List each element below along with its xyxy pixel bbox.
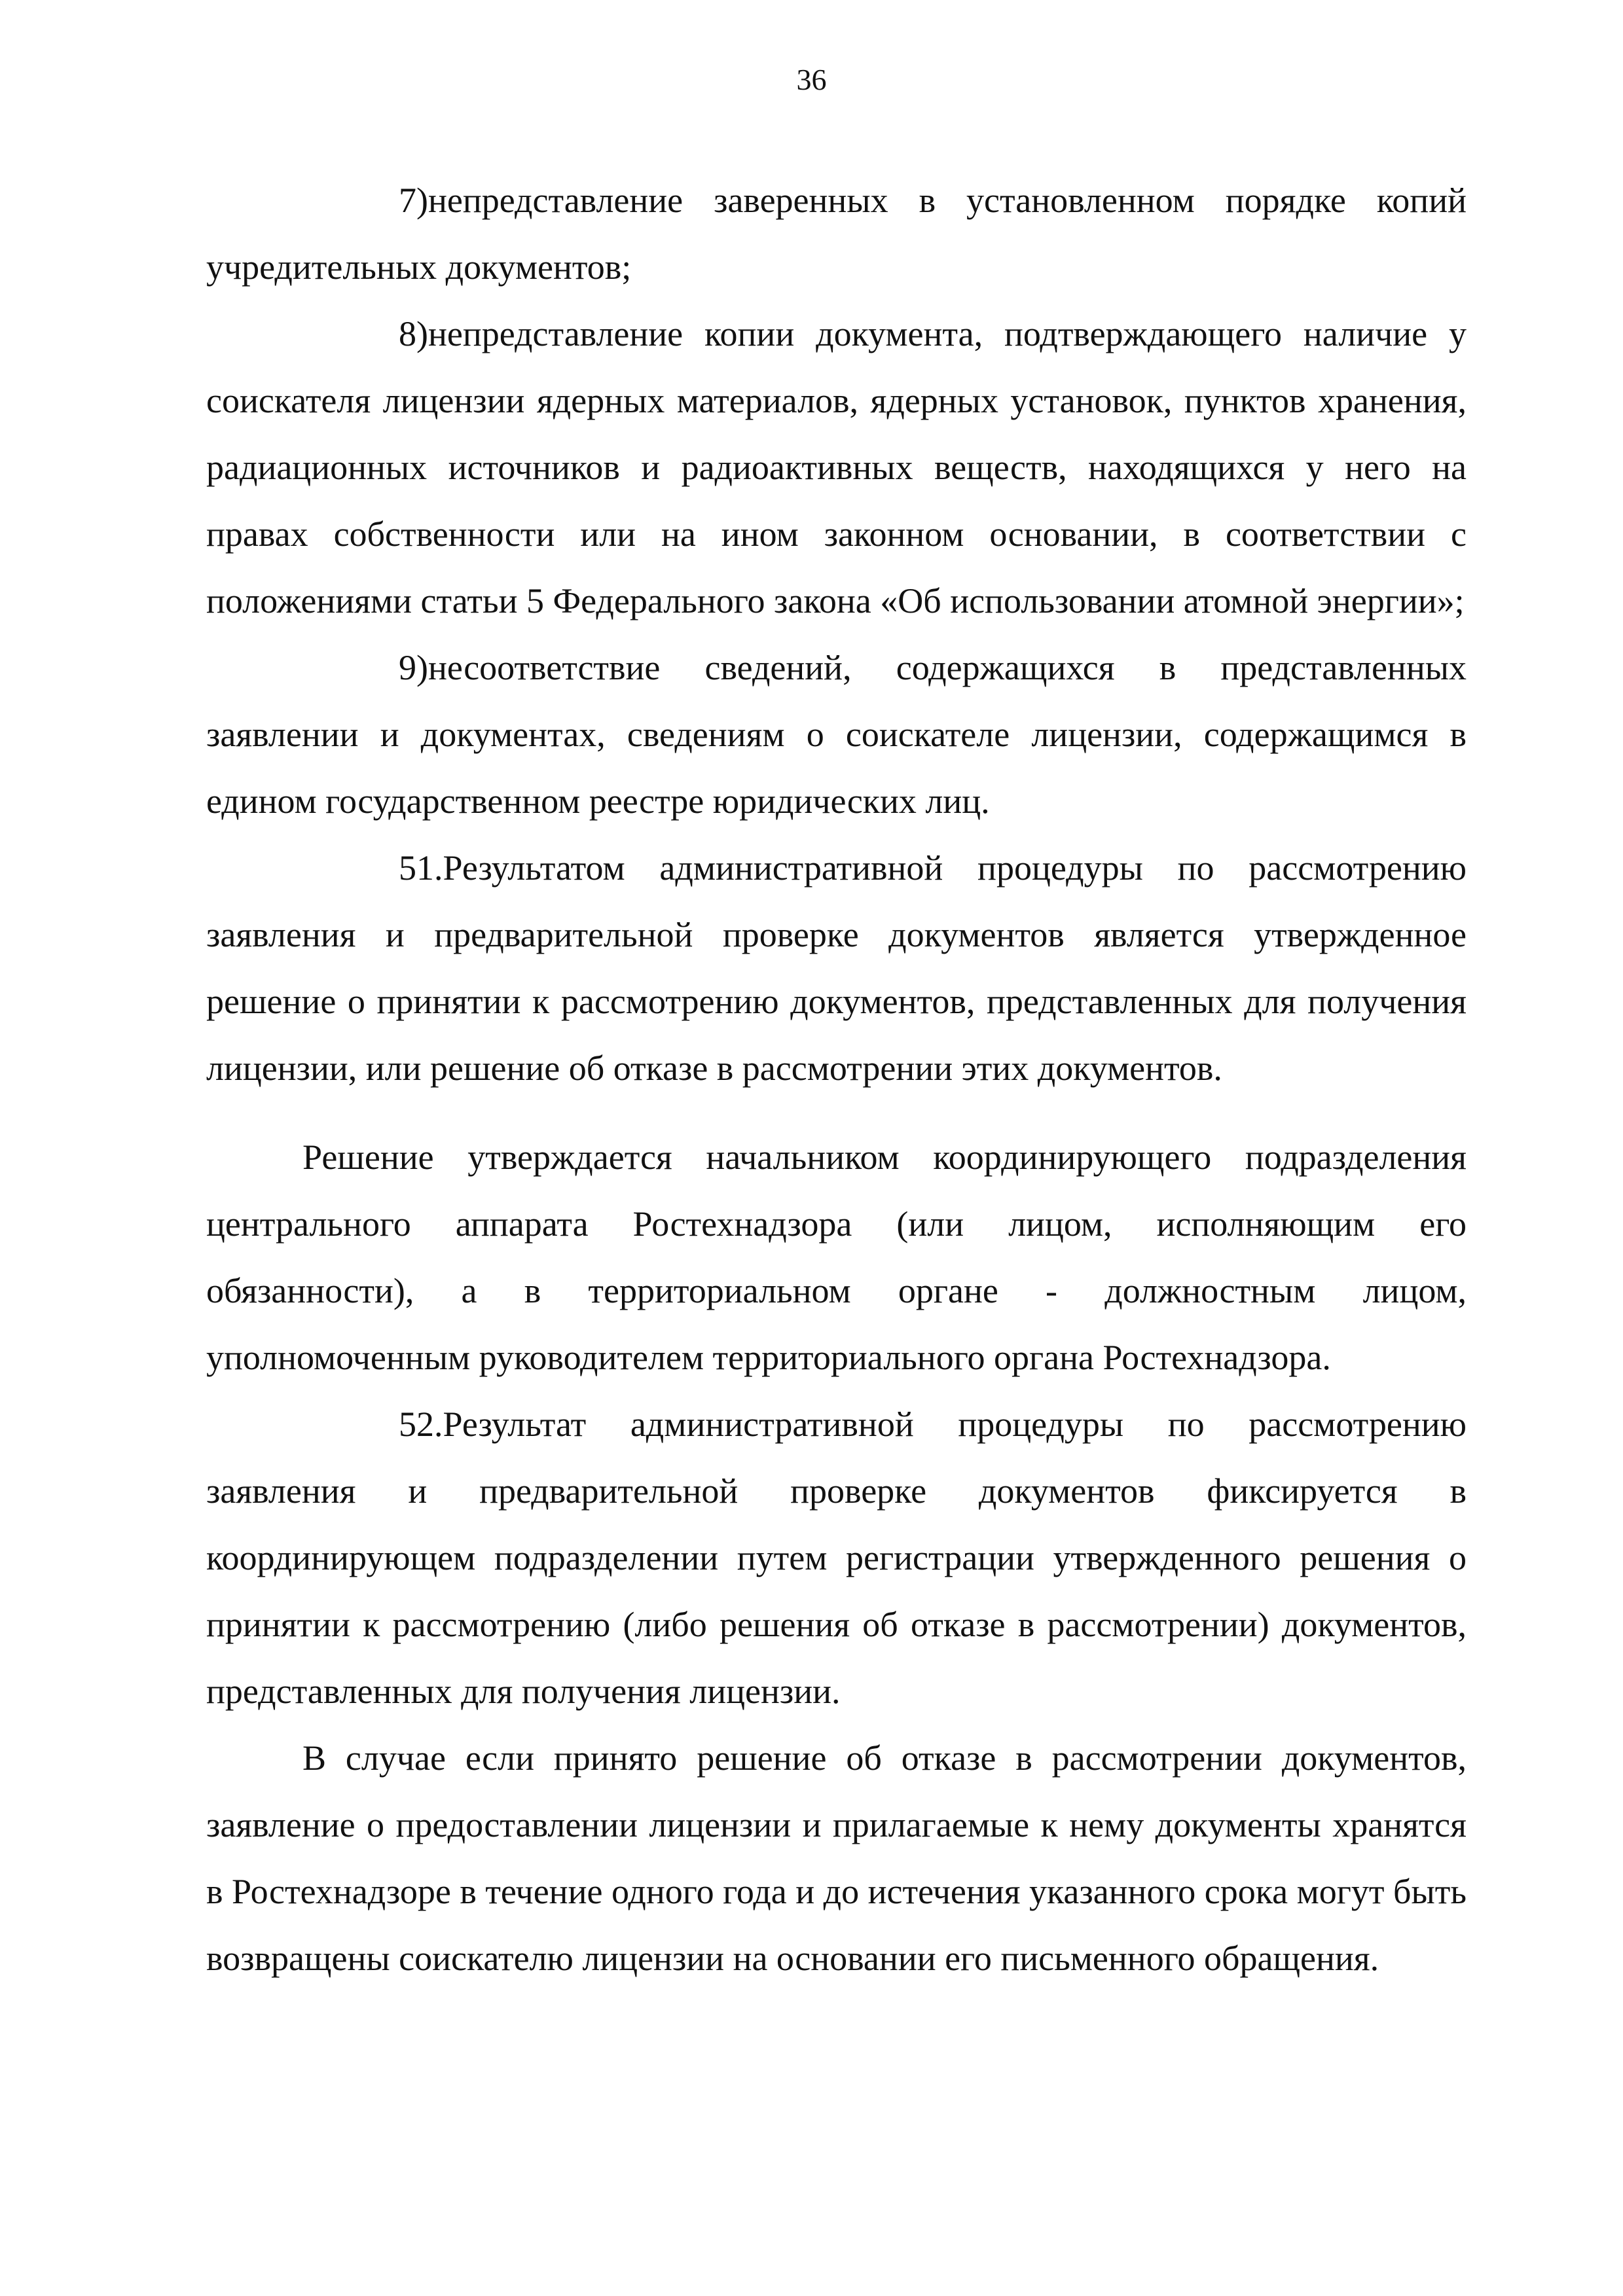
paragraph-number: 7) (399, 181, 428, 220)
paragraph-number: 8) (399, 314, 428, 353)
paragraph-item-7 (206, 167, 1467, 300)
document-body (206, 167, 1467, 1992)
paragraph-refusal-storage (206, 1725, 1467, 1992)
paragraph-number: 52. (399, 1405, 443, 1444)
paragraph-text: В случае если принято решение об отказе в рассмотрении документов, заявление о предоставлении лицензии и прилагаемые к нему документы хранятся в Ростехнадзоре в течение одного года и до истечения указанного срока могут быть возвращены соискателю лицензии на основании его письменного обращения. (206, 1738, 1467, 1978)
paragraph-52 (206, 1391, 1467, 1725)
paragraph-item-8 (206, 300, 1467, 634)
paragraph-text: Результатом административной процедуры по рассмотрению заявления и предварительной проверке документов является утвержденное решение о принятии к рассмотрению документов, представленных для получения лицензии, или решение об отказе в рассмотрении этих документов. (206, 848, 1467, 1088)
paragraph-51 (206, 834, 1467, 1102)
paragraph-number: 9) (399, 648, 428, 687)
paragraph-item-9 (206, 634, 1467, 834)
paragraph-text: Решение утверждается начальником координирующего подразделения центрального аппарата Ростехнадзора (или лицом, исполняющим его обязанности), а в территориальном органе - должностным лицом, уполномоченным руководителем территориального органа Ростехнадзора. (206, 1138, 1467, 1377)
paragraph-decision-approval (206, 1124, 1467, 1391)
paragraph-text: непредставление копии документа, подтверждающего наличие у соискателя лицензии ядерных материалов, ядерных установок, пунктов хранения, радиационных источников и радиоактивных веществ, находящихся у него на правах собственности или на ином законном основании, в соответствии с положениями статьи 5 Федерального закона «Об использовании атомной энергии»; (206, 314, 1467, 620)
page-number: 36 (796, 63, 827, 96)
paragraph-text: непредставление заверенных в установленном порядке копий учредительных документов; (206, 181, 1467, 287)
paragraph-number: 51. (399, 848, 443, 888)
paragraph-text: Результат административной процедуры по рассмотрению заявления и предварительной проверке документов фиксируется в координирующем подразделении путем регистрации утвержденного решения о принятии к рассмотрению (либо решения об отказе в рассмотрении) документов, представленных для получения лицензии. (206, 1405, 1467, 1711)
paragraph-text: несоответствие сведений, содержащихся в представленных заявлении и документах, сведениям о соискателе лицензии, содержащимся в едином государственном реестре юридических лиц. (206, 648, 1467, 821)
